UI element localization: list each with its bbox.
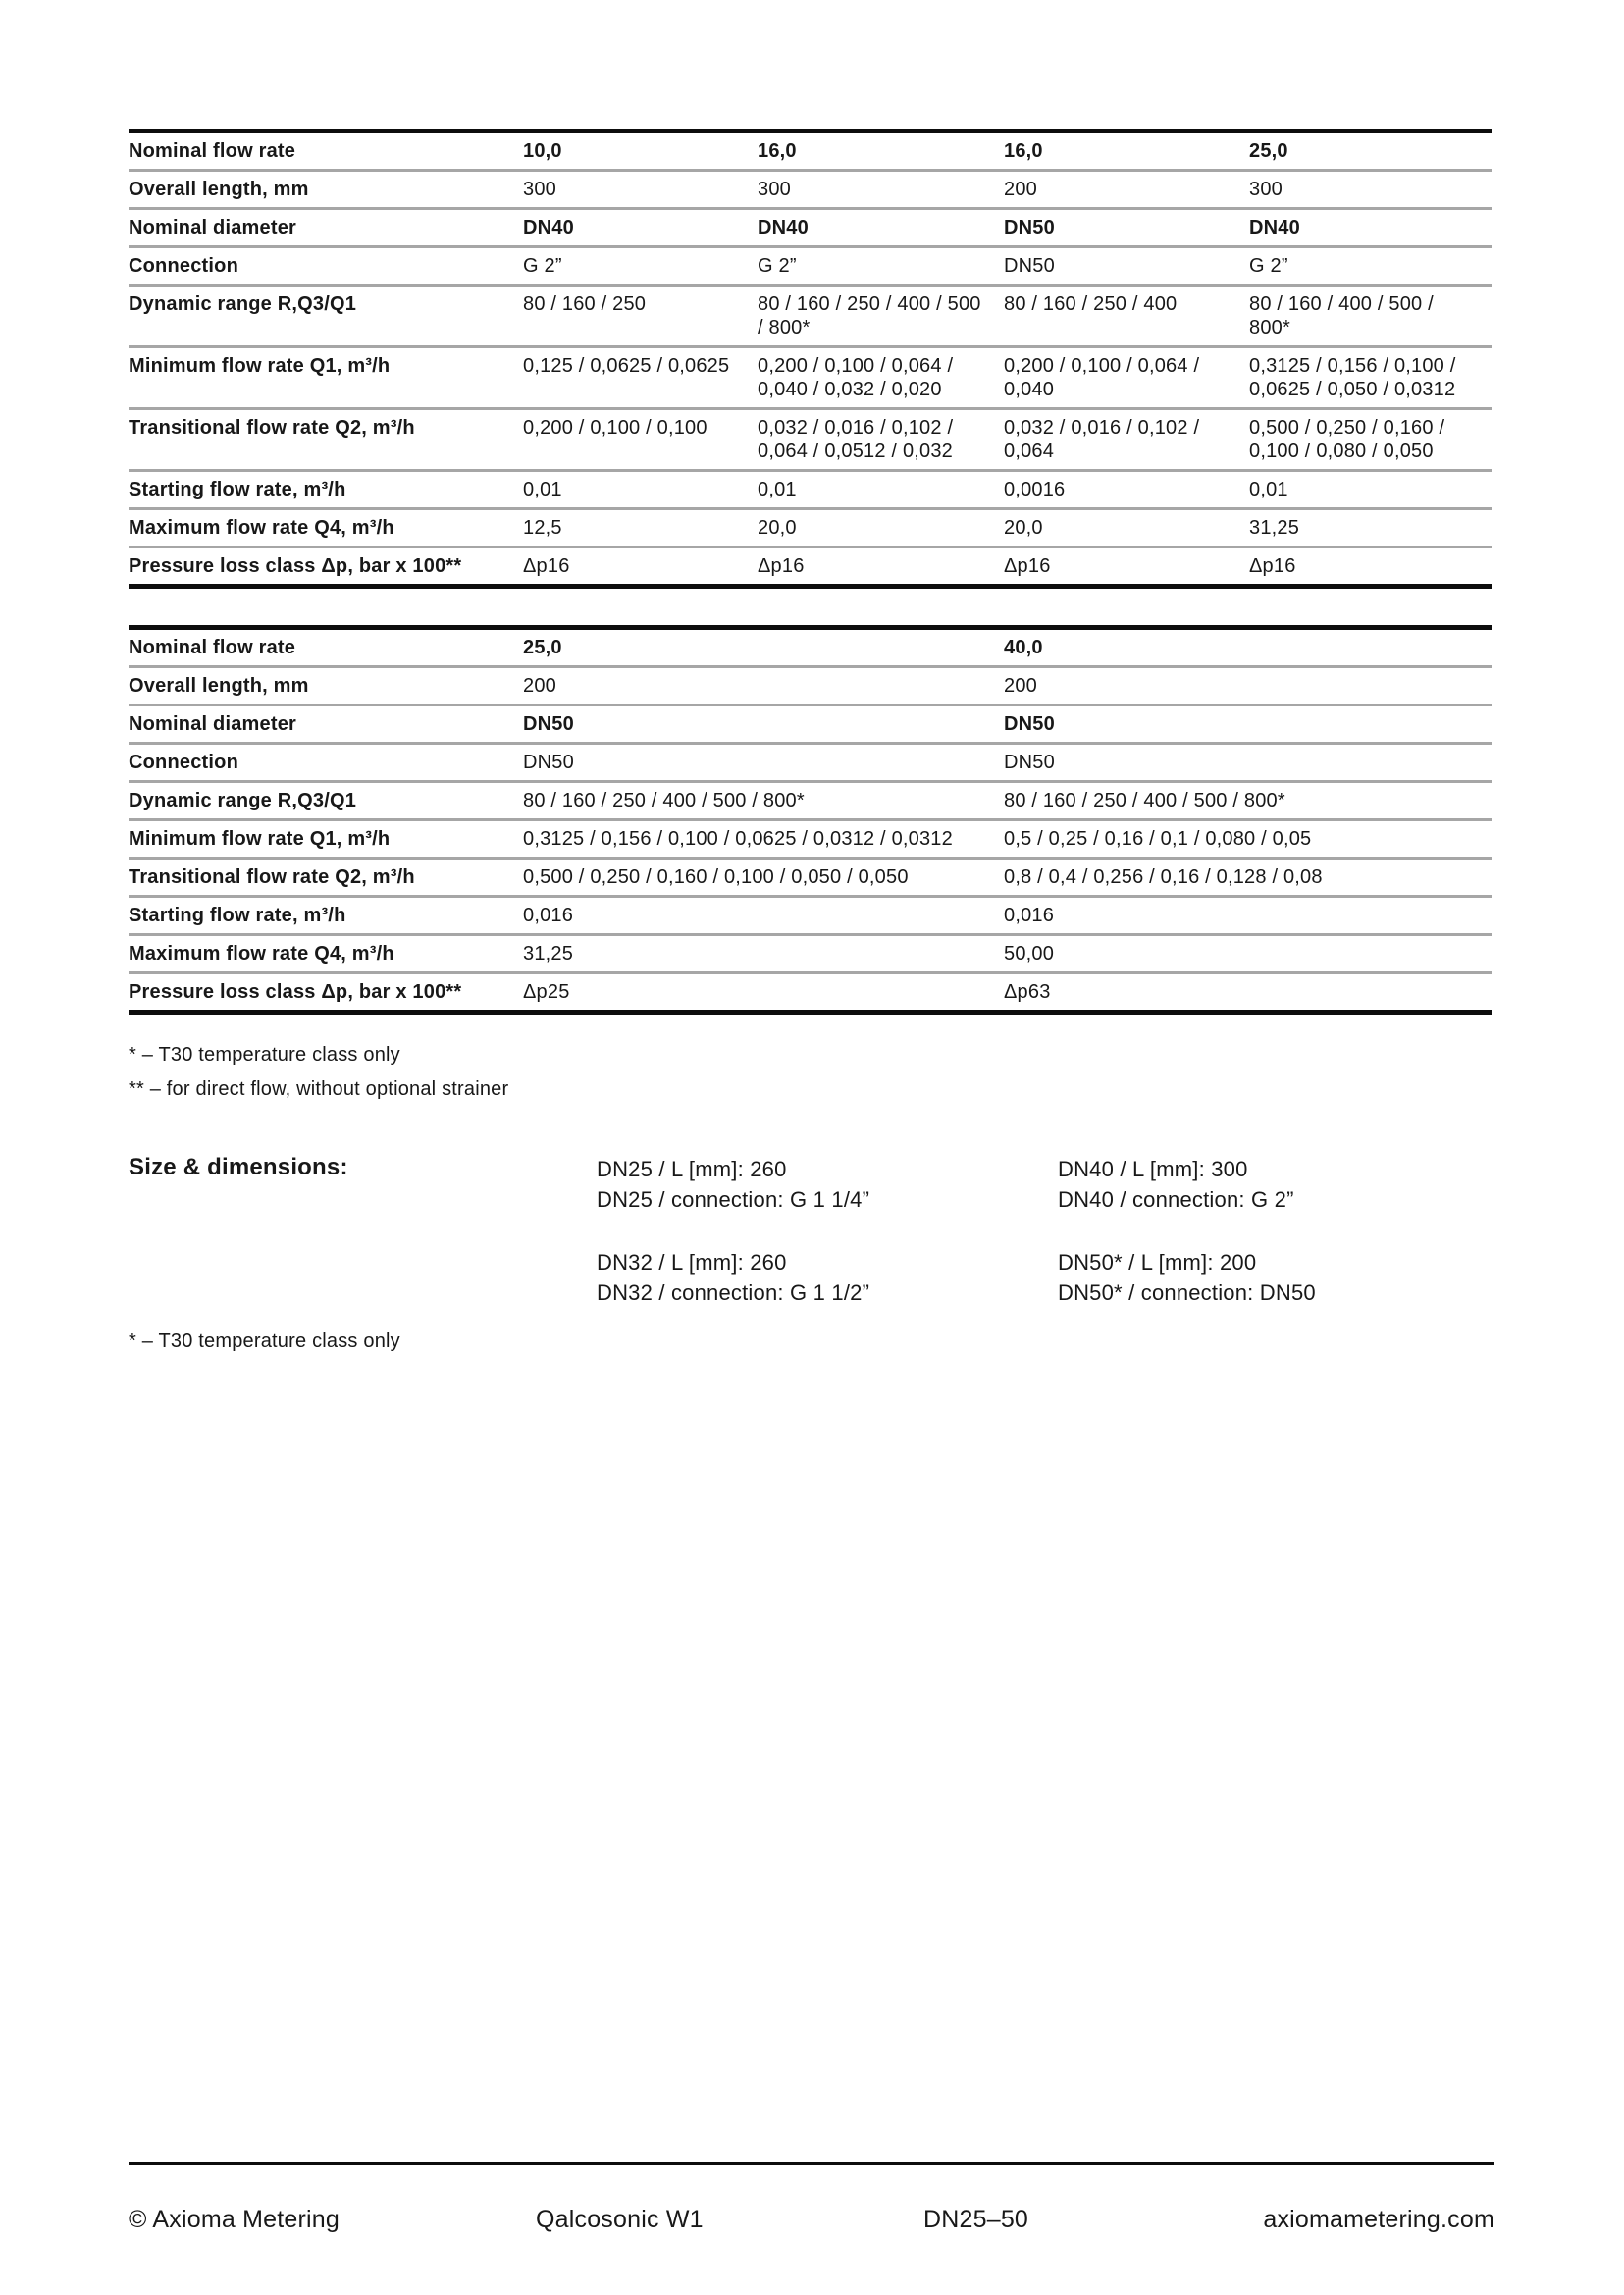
footer-divider xyxy=(129,2162,1494,2165)
table-footnotes xyxy=(129,1038,508,1107)
size-dimensions-heading: Size & dimensions: xyxy=(129,1154,348,1180)
cell-value: DN50 xyxy=(1004,744,1492,782)
size-footnote-t30: * – T30 temperature class only xyxy=(129,1330,400,1352)
size-dimensions-col-2 xyxy=(1058,1154,1316,1308)
cell-value: 50,00 xyxy=(1004,935,1492,973)
table-row xyxy=(129,286,1492,347)
size-group-dn25 xyxy=(597,1154,869,1215)
table-row xyxy=(129,628,1492,667)
table-row xyxy=(129,131,1492,171)
row-label: Overall length, mm xyxy=(129,171,523,209)
cell-value: DN50 xyxy=(1004,705,1492,744)
cell-value: 25,0 xyxy=(1249,140,1288,162)
dn32-connection: DN32 / connection: G 1 1/2” xyxy=(597,1280,870,1305)
cell-value: 0,3125 / 0,156 / 0,100 / 0,0625 / 0,050 / 0,0312 xyxy=(1249,347,1492,409)
cell-value: 0,3125 / 0,156 / 0,100 / 0,0625 / 0,0312 / 0,0312 xyxy=(523,820,1004,859)
cell-value: 0,0016 xyxy=(1004,471,1249,509)
cell-value: DN40 xyxy=(523,209,758,247)
row-label: Overall length, mm xyxy=(129,667,523,705)
cell-value: 20,0 xyxy=(758,509,1004,548)
row-label: Transitional flow rate Q2, m³/h xyxy=(129,859,523,897)
cell-value: 80 / 160 / 250 / 400 / 500 / 800* xyxy=(523,782,1004,820)
cell-value: 0,5 / 0,25 / 0,16 / 0,1 / 0,080 / 0,05 xyxy=(1004,820,1492,859)
row-label: Starting flow rate, m³/h xyxy=(129,897,523,935)
cell-value: DN40 xyxy=(1249,209,1492,247)
dn40-connection: DN40 / connection: G 2” xyxy=(1058,1187,1294,1212)
dn25-length: DN25 / L [mm]: 260 xyxy=(597,1157,787,1181)
footnote-direct-flow: ** – for direct flow, without optional strainer xyxy=(129,1078,509,1100)
cell-value: 0,200 / 0,100 / 0,064 / 0,040 / 0,032 / 0,020 xyxy=(758,347,1004,409)
footnote-t30: * – T30 temperature class only xyxy=(129,1044,400,1066)
cell-value: G 2” xyxy=(1249,247,1492,286)
row-label: Pressure loss class Δp, bar x 100** xyxy=(129,973,523,1013)
cell-value: G 2” xyxy=(523,247,758,286)
cell-value: 0,032 / 0,016 / 0,102 / 0,064 xyxy=(1004,409,1249,471)
cell-value: 25,0 xyxy=(523,637,562,658)
table-row xyxy=(129,509,1492,548)
cell-value: DN50 xyxy=(523,744,1004,782)
size-group-dn50 xyxy=(1058,1247,1316,1308)
cell-value: 300 xyxy=(758,171,1004,209)
cell-value: 0,200 / 0,100 / 0,100 xyxy=(523,409,758,471)
cell-value: 0,032 / 0,016 / 0,102 / 0,064 / 0,0512 / 0,032 xyxy=(758,409,1004,471)
footer-copyright: © Axioma Metering xyxy=(129,2206,340,2233)
cell-value: 0,125 / 0,0625 / 0,0625 xyxy=(523,347,758,409)
row-label: Dynamic range R,Q3/Q1 xyxy=(129,782,523,820)
cell-value: 80 / 160 / 250 / 400 / 500 / 800* xyxy=(1004,782,1492,820)
cell-value: Δp16 xyxy=(523,548,758,587)
cell-value: 0,01 xyxy=(758,471,1004,509)
cell-value: 80 / 160 / 250 / 400 / 500 / 800* xyxy=(758,286,1004,347)
row-label: Dynamic range R,Q3/Q1 xyxy=(129,286,523,347)
cell-value: 31,25 xyxy=(523,935,1004,973)
cell-value: 80 / 160 / 250 / 400 xyxy=(1004,286,1249,347)
row-label: Nominal diameter xyxy=(129,209,523,247)
cell-value: 0,500 / 0,250 / 0,160 / 0,100 / 0,080 / 0,050 xyxy=(1249,409,1492,471)
table-row xyxy=(129,471,1492,509)
table-row xyxy=(129,859,1492,897)
size-group-dn40 xyxy=(1058,1154,1316,1215)
table-row xyxy=(129,347,1492,409)
cell-value: 200 xyxy=(523,667,1004,705)
table-row xyxy=(129,744,1492,782)
table-row xyxy=(129,209,1492,247)
cell-value: 80 / 160 / 400 / 500 / 800* xyxy=(1249,286,1492,347)
spec-table-1 xyxy=(129,129,1492,589)
row-label: Nominal diameter xyxy=(129,705,523,744)
cell-value: DN40 xyxy=(758,209,1004,247)
table-row xyxy=(129,897,1492,935)
row-label: Nominal flow rate xyxy=(129,637,296,658)
cell-value: 80 / 160 / 250 xyxy=(523,286,758,347)
dn25-connection: DN25 / connection: G 1 1/4” xyxy=(597,1187,870,1212)
cell-value: 300 xyxy=(523,171,758,209)
table-row xyxy=(129,935,1492,973)
row-label: Maximum flow rate Q4, m³/h xyxy=(129,509,523,548)
cell-value: 0,01 xyxy=(1249,471,1492,509)
row-label: Minimum flow rate Q1, m³/h xyxy=(129,820,523,859)
table-row xyxy=(129,820,1492,859)
size-group-dn32 xyxy=(597,1247,869,1308)
spec-table-2 xyxy=(129,625,1492,1015)
footer-model-range: DN25–50 xyxy=(923,2206,1029,2233)
table-row xyxy=(129,247,1492,286)
table-row xyxy=(129,171,1492,209)
row-label: Starting flow rate, m³/h xyxy=(129,471,523,509)
table-row xyxy=(129,973,1492,1013)
table-row xyxy=(129,667,1492,705)
dn40-length: DN40 / L [mm]: 300 xyxy=(1058,1157,1248,1181)
footer-product-name: Qalcosonic W1 xyxy=(536,2206,704,2233)
row-label: Pressure loss class Δp, bar x 100** xyxy=(129,548,523,587)
cell-value: 16,0 xyxy=(758,140,797,162)
table-row xyxy=(129,705,1492,744)
dn50-connection: DN50* / connection: DN50 xyxy=(1058,1280,1316,1305)
cell-value: Δp16 xyxy=(1004,548,1249,587)
cell-value: 0,016 xyxy=(1004,897,1492,935)
footer-website: axiomametering.com xyxy=(1263,2206,1494,2233)
row-label: Transitional flow rate Q2, m³/h xyxy=(129,409,523,471)
row-label: Nominal flow rate xyxy=(129,140,296,162)
cell-value: 0,200 / 0,100 / 0,064 / 0,040 xyxy=(1004,347,1249,409)
cell-value: Δp25 xyxy=(523,973,1004,1013)
cell-value: Δp16 xyxy=(758,548,1004,587)
cell-value: 10,0 xyxy=(523,140,562,162)
cell-value: G 2” xyxy=(758,247,1004,286)
cell-value: 200 xyxy=(1004,171,1249,209)
cell-value: 0,8 / 0,4 / 0,256 / 0,16 / 0,128 / 0,08 xyxy=(1004,859,1492,897)
row-label: Maximum flow rate Q4, m³/h xyxy=(129,935,523,973)
row-label: Connection xyxy=(129,247,523,286)
cell-value: 0,01 xyxy=(523,471,758,509)
cell-value: DN50 xyxy=(1004,247,1249,286)
cell-value: 20,0 xyxy=(1004,509,1249,548)
row-label: Connection xyxy=(129,744,523,782)
table-row xyxy=(129,548,1492,587)
cell-value: Δp16 xyxy=(1249,548,1492,587)
table-row xyxy=(129,782,1492,820)
size-dimensions-col-1 xyxy=(597,1154,869,1308)
cell-value: Δp63 xyxy=(1004,973,1492,1013)
cell-value: 16,0 xyxy=(1004,140,1043,162)
cell-value: 0,500 / 0,250 / 0,160 / 0,100 / 0,050 / 0,050 xyxy=(523,859,1004,897)
cell-value: 200 xyxy=(1004,667,1492,705)
cell-value: 40,0 xyxy=(1004,637,1043,658)
cell-value: 300 xyxy=(1249,171,1492,209)
row-label: Minimum flow rate Q1, m³/h xyxy=(129,347,523,409)
cell-value: 12,5 xyxy=(523,509,758,548)
table-row xyxy=(129,409,1492,471)
cell-value: 0,016 xyxy=(523,897,1004,935)
dn32-length: DN32 / L [mm]: 260 xyxy=(597,1250,787,1275)
cell-value: 31,25 xyxy=(1249,509,1492,548)
dn50-length: DN50* / L [mm]: 200 xyxy=(1058,1250,1257,1275)
cell-value: DN50 xyxy=(1004,209,1249,247)
cell-value: DN50 xyxy=(523,705,1004,744)
